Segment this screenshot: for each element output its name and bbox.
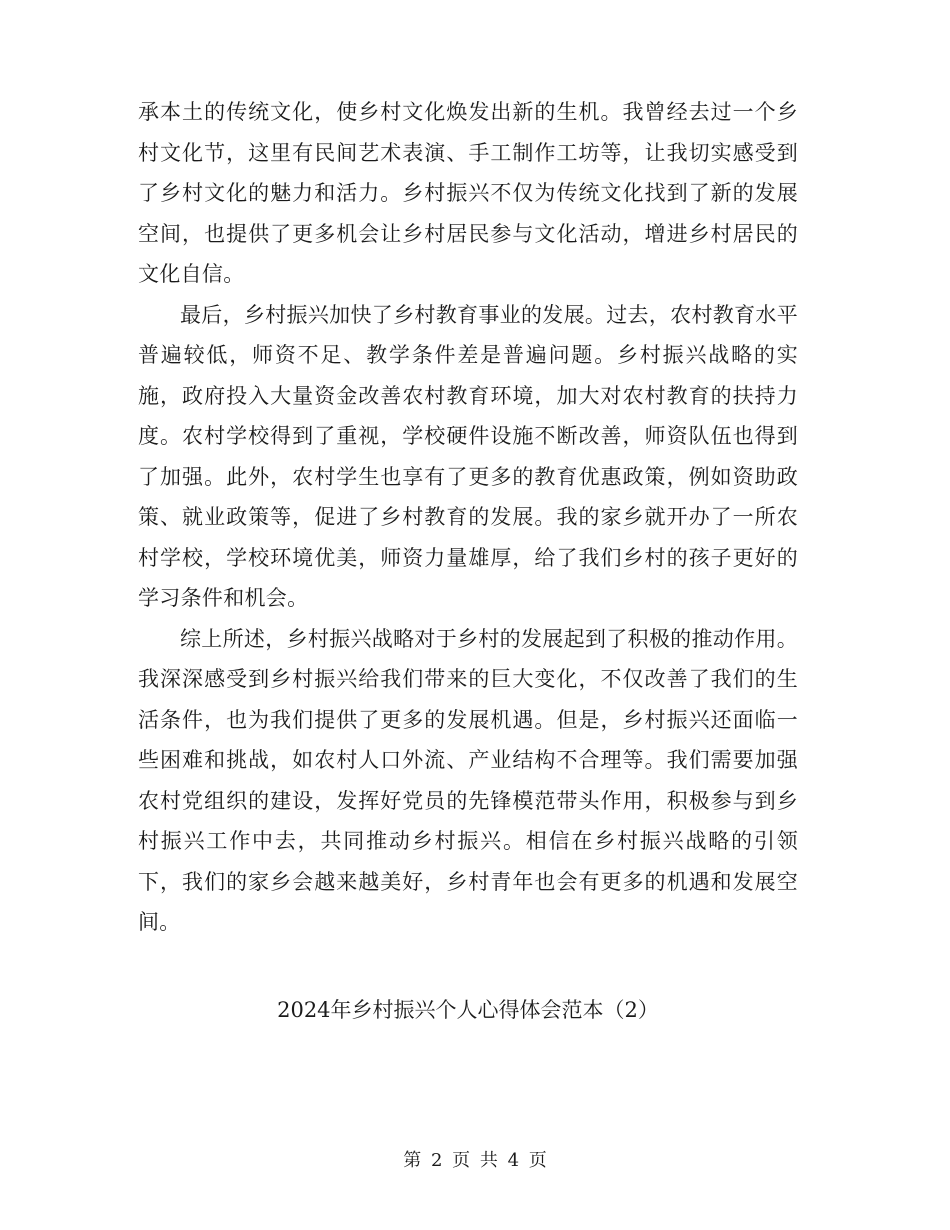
document-body [138, 92, 798, 943]
paragraph-continuation: 承本土的传统文化，使乡村文化焕发出新的生机。我曾经去过一个乡村文化节，这里有民间艺术表演、手工制作工坊等，让我切实感受到了乡村文化的魅力和活力。乡村振兴不仅为传统文化找到了新的发展空间，也提供了更多机会让乡村居民参与文化活动，增进乡村居民的文化自信。 [138, 100, 798, 286]
paragraph-conclusion: 综上所述，乡村振兴战略对于乡村的发展起到了积极的推动作用。我深深感受到乡村振兴给我们带来的巨大变化，不仅改善了我们的生活条件，也为我们提供了更多的发展机遇。但是，乡村振兴还面临一些困难和挑战，如农村人口外流、产业结构不合理等。我们需要加强农村党组织的建设，发挥好党员的先锋模范带头作用，积极参与到乡村振兴工作中去，共同推动乡村振兴。相信在乡村振兴战略的引领下，我们的家乡会越来越美好，乡村青年也会有更多的机遇和发展空间。 [138, 626, 798, 934]
section-title: 2024年乡村振兴个人心得体会范本（2） [277, 998, 659, 1022]
page-number-footer: 第 2 页 共 4 页 [403, 1150, 547, 1171]
paragraph-education: 最后，乡村振兴加快了乡村教育事业的发展。过去，农村教育水平普遍较低，师资不足、教学条件差是普遍问题。乡村振兴战略的实施，政府投入大量资金改善农村教育环境，加大对农村教育的扶持力度。农村学校得到了重视，学校硬件设施不断改善，师资队伍也得到了加强。此外，农村学生也享有了更多的教育优惠政策，例如资助政策、就业政策等，促进了乡村教育的发展。我的家乡就开办了一所农村学校，学校环境优美，师资力量雄厚，给了我们乡村的孩子更好的学习条件和机会。 [138, 302, 798, 610]
